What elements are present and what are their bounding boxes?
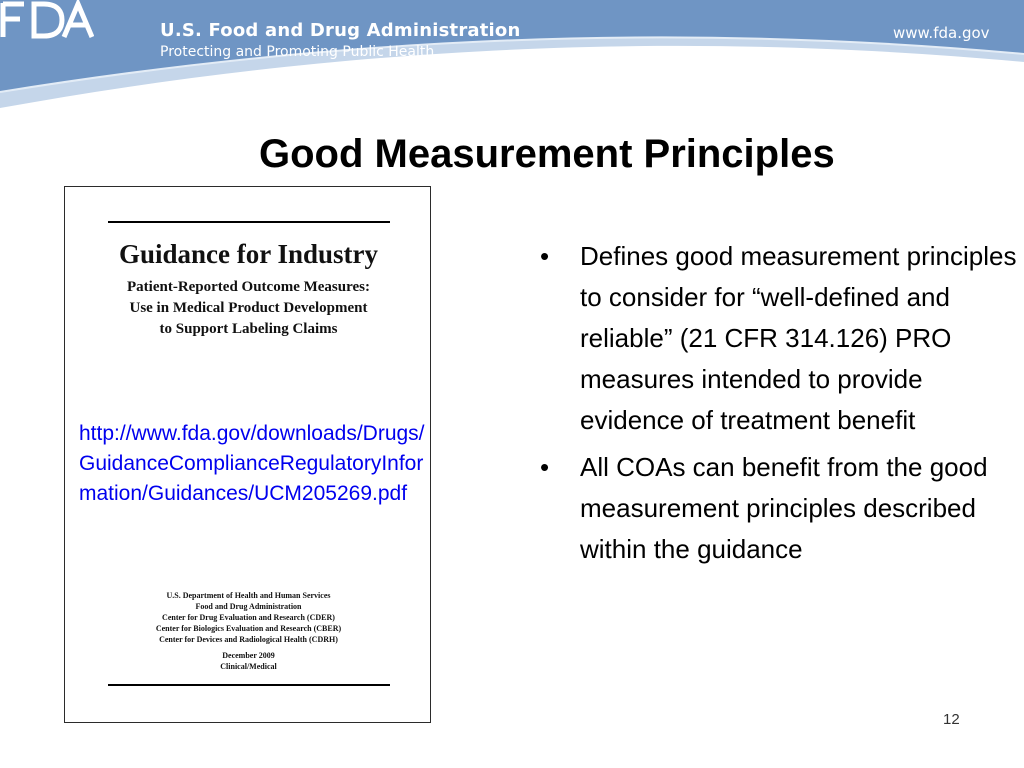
doc-top-rule [108,221,390,223]
bullet-text: Defines good measurement principles to consider for “well-defined and reliable” (21 CFR 314.126) PRO measures intended to provide evidence of treatment benefit [580,241,1017,435]
doc-org-line: U.S. Department of Health and Human Services [166,591,331,600]
doc-org-line: Center for Biologics Evaluation and Research (CBER) [155,624,342,633]
bullet-text: All COAs can benefit from the good measurement principles described within the guidance [580,452,988,564]
doc-heading: Guidance for Industry [118,239,379,269]
guidance-document-thumbnail [64,186,431,723]
doc-org-line: Center for Devices and Radiological Health (CDRH) [159,635,338,644]
doc-date: December 2009 [222,651,275,660]
bullet-marker: • [540,452,550,482]
doc-org-line: Center for Drug Evaluation and Research (CDER) [162,613,335,622]
bullet-item [540,447,1020,570]
doc-org-line: Food and Drug Administration [195,602,302,611]
doc-category: Clinical/Medical [220,662,277,671]
doc-subtitle-line: to Support Labeling Claims [159,321,338,337]
guidance-pdf-link[interactable]: http://www.fda.gov/downloads/Drugs/GuidanceComplianceRegulatoryInformation/Guidances/UCM205269.pdf [79,422,425,505]
fda-logo-icon [0,0,94,40]
bullet-list [540,236,1020,576]
org-name: U.S. Food and Drug Administration [160,20,521,41]
doc-subtitle-line: Use in Medical Product Development [129,300,368,316]
doc-bottom-rule [108,684,390,686]
org-tagline: Protecting and Promoting Public Health [160,44,435,60]
doc-subtitle-line: Patient-Reported Outcome Measures: [127,279,370,295]
header-swoosh [0,0,1024,110]
site-url[interactable]: www.fda.gov [893,24,990,42]
slide-title: Good Measurement Principles [259,132,835,176]
page-number: 12 [943,711,960,728]
bullet-item [540,236,1020,441]
bullet-marker: • [540,241,550,271]
header-banner [0,0,1024,110]
